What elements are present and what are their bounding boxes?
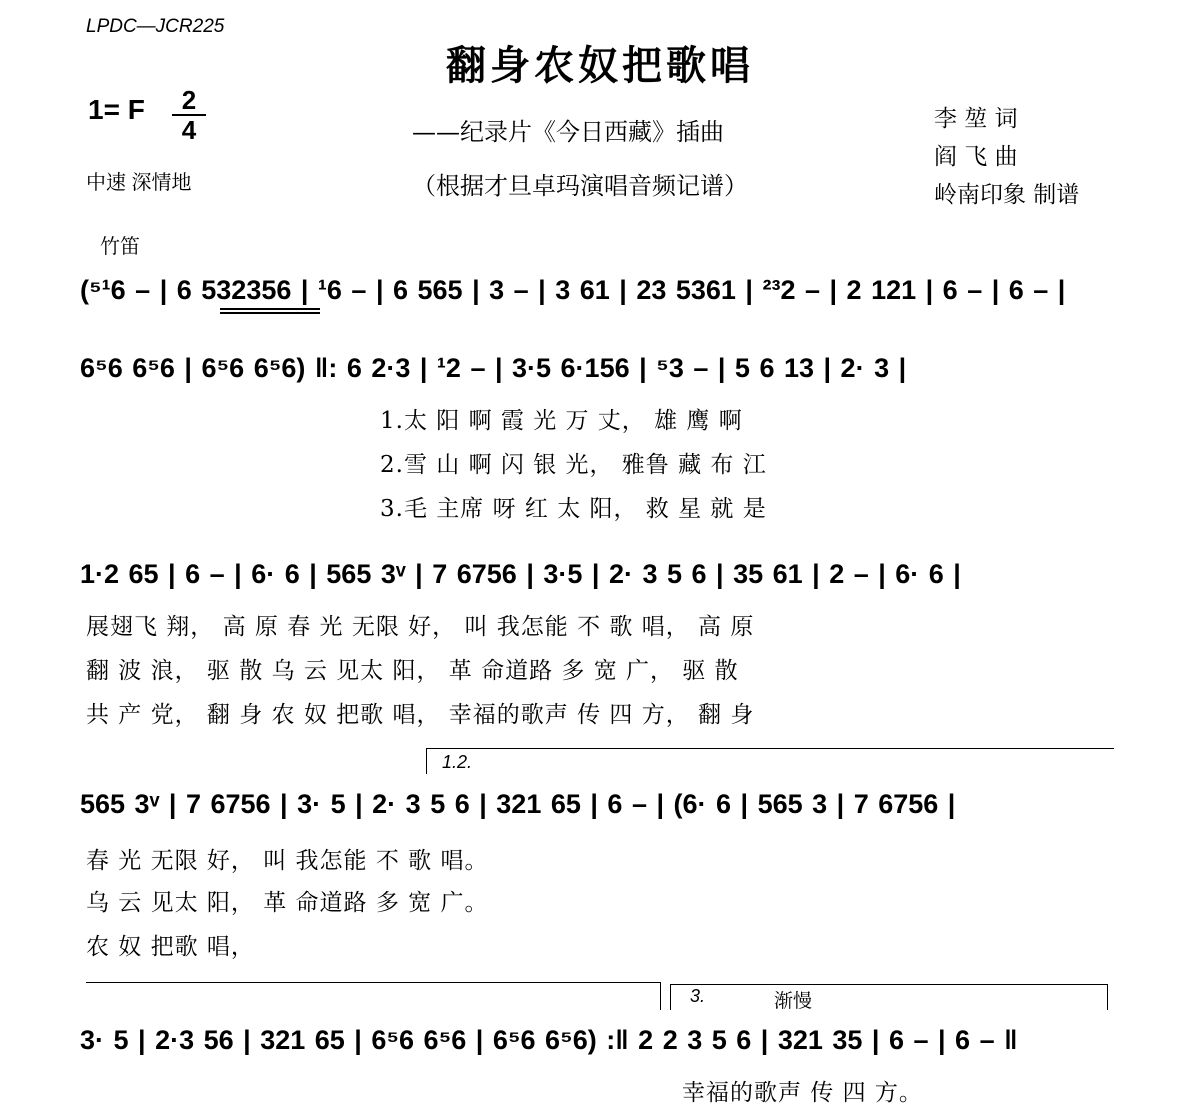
- lyrics-line-5-verse-1: 幸福的歌声 传 四 方。: [682, 1080, 923, 1106]
- underline: [220, 308, 320, 310]
- underline: [220, 312, 320, 314]
- staff-line-4: [80, 786, 1120, 822]
- arranger-credit: 岭南印象 制谱: [934, 182, 1080, 208]
- volta-bracket-tick: [1107, 984, 1108, 1010]
- song-title: 翻身农奴把歌唱: [446, 42, 754, 89]
- notation-line-3: 1·2 65 | 6 – | 6· 6 | 565 3ᵛ | 7 6756 | 3·5 | 2· 3 5 6 | 35 61 | 2 – | 6· 6 |: [80, 559, 961, 589]
- volta-bracket-3: [670, 984, 1108, 985]
- lyrics-line-3-verse-3: 共 产 党， 翻 身 农 奴 把歌 唱， 幸福的歌声 传 四 方， 翻 身: [86, 702, 755, 728]
- staff-line-5: [80, 1022, 1120, 1058]
- staff-line-1: [80, 272, 1120, 308]
- subtitle: ——纪录片《今日西藏》插曲: [412, 118, 724, 146]
- source-note: （根据才旦卓玛演唱音频记谱）: [412, 172, 748, 200]
- volta-bracket-1-2: [426, 748, 1114, 749]
- lyrics-line-4-verse-1: 春 光 无限 好， 叫 我怎能 不 歌 唱。: [86, 848, 489, 874]
- lyrics-line-2-verse-2: 2.雪 山 啊 闪 银 光， 雅鲁 藏 布 江: [380, 452, 767, 478]
- lyrics-line-3-verse-1: 展翅飞 翔， 高 原 春 光 无限 好， 叫 我怎能 不 歌 唱， 高 原: [86, 614, 755, 640]
- repeat-top-line: [86, 982, 660, 983]
- volta-label-1-2: 1.2.: [442, 752, 473, 772]
- lyrics-line-3-verse-2: 翻 波 浪， 驱 散 乌 云 见太 阳， 革 命道路 多 宽 广， 驱 散: [86, 658, 739, 684]
- lyrics-line-4-verse-3: 农 奴 把歌 唱，: [86, 934, 255, 960]
- staff-line-3: [80, 556, 1120, 592]
- notation-line-1: (⁵¹6 – | 6 532356 | ¹6 – | 6 565 | 3 – | 3 61 | 23 5361 | ²³2 – | 2 121 | 6 – | 6 – |: [80, 275, 1066, 305]
- time-top: 2: [181, 85, 197, 115]
- volta-label-3: 3.: [690, 986, 706, 1006]
- time-bottom: 4: [181, 115, 197, 145]
- score-code: LPDC—JCR225: [86, 16, 225, 37]
- instrument-label: 竹笛: [100, 236, 140, 258]
- ritardando-mark: 渐慢: [774, 991, 813, 1012]
- staff-line-2: [80, 350, 1120, 386]
- lyrics-line-2-verse-3: 3.毛 主席 呀 红 太 阳， 救 星 就 是: [380, 496, 767, 522]
- notation-line-2: 6⁵6 6⁵6 | 6⁵6 6⁵6) ‖: 6 2·3 | ¹2 – | 3·5 6·156 | ⁵3 – | 5 6 13 | 2· 3 |: [80, 353, 907, 383]
- notation-line-5: 3· 5 | 2·3 56 | 321 65 | 6⁵6 6⁵6 | 6⁵6 6⁵6) :‖ 2 2 3 5 6 | 321 35 | 6 – | 6 – ‖: [80, 1025, 1018, 1055]
- composer-credit: 阎 飞 曲: [934, 144, 1018, 170]
- lyricist-credit: 李 堃 词: [934, 106, 1018, 132]
- lyrics-line-2-verse-1: 1.太 阳 啊 霞 光 万 丈， 雄 鹰 啊: [380, 408, 743, 434]
- repeat-top-tick: [660, 982, 661, 1010]
- notation-line-4: 565 3ᵛ | 7 6756 | 3· 5 | 2· 3 5 6 | 321 65 | 6 – | (6· 6 | 565 3 | 7 6756 |: [80, 789, 956, 819]
- volta-bracket-tick: [670, 984, 671, 1010]
- key-signature: 1= F: [88, 94, 145, 125]
- volta-bracket-tick: [426, 748, 427, 774]
- time-signature: [172, 85, 206, 145]
- lyrics-line-4-verse-2: 乌 云 见太 阳， 革 命道路 多 宽 广。: [86, 890, 489, 916]
- tempo-marking: 中速 深情地: [86, 172, 192, 194]
